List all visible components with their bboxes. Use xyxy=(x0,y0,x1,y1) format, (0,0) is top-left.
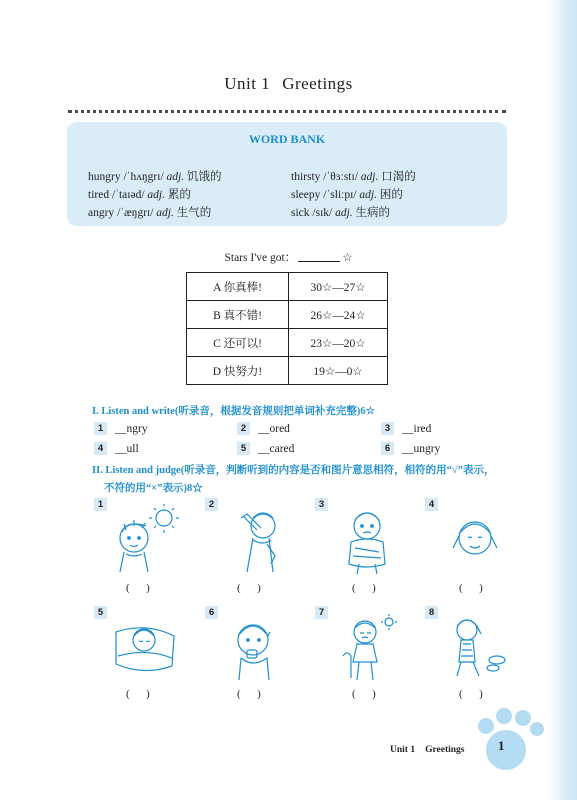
unit-number: Unit 1 xyxy=(224,74,271,93)
happy-girl-icon xyxy=(443,504,513,576)
word-entry-sleepy: sleepy /ˈsliːpɪ/ adj. 困的 xyxy=(291,189,403,201)
picture-1: 1 xyxy=(94,498,190,578)
page-footer xyxy=(390,745,464,755)
picture-3: 3 xyxy=(315,498,411,578)
picture-8: 8 xyxy=(425,606,521,686)
paw-toe-icon xyxy=(515,710,531,726)
picture-5: 5 xyxy=(94,606,190,686)
blank-item-6[interactable]: 6 __ungry xyxy=(381,442,440,455)
cold-child-icon xyxy=(333,504,403,576)
word-entry-thirsty: thirsty /ˈθɜːstɪ/ adj. 口渴的 xyxy=(291,171,416,183)
stars-counter xyxy=(0,249,577,265)
picture-2: 2 xyxy=(205,498,301,578)
page-title xyxy=(0,74,577,94)
grade-table xyxy=(186,272,388,385)
drinking-child-icon xyxy=(223,504,293,576)
section2-heading-cont: 不符的用“×”表示)8☆ xyxy=(104,483,203,494)
footer-unit: Unit 1 xyxy=(390,745,416,755)
sleeping-child-icon xyxy=(112,612,182,684)
table-row: C 还可以! 23☆—20☆ xyxy=(187,329,388,357)
table-row: A 你真棒! 30☆—27☆ xyxy=(187,273,388,301)
answer-blank-4[interactable]: ( ) xyxy=(459,582,483,594)
tired-child-icon xyxy=(333,612,403,684)
word-entry-angry: angry /ˈæŋgrɪ/ adj. 生气的 xyxy=(88,207,212,219)
picture-4: 4 xyxy=(425,498,521,578)
picture-6: 6 xyxy=(205,606,301,686)
unit-name: Greetings xyxy=(282,74,353,93)
answer-blank-7[interactable]: ( ) xyxy=(352,688,376,700)
answer-blank-6[interactable]: ( ) xyxy=(237,688,261,700)
paw-pad-icon xyxy=(486,730,526,770)
picture-7: 7 xyxy=(315,606,411,686)
stars-label: Stars I've got： xyxy=(224,252,297,264)
page-edge-band xyxy=(547,0,577,800)
blank-item-2[interactable]: 2 __ored xyxy=(237,422,290,435)
stars-blank[interactable] xyxy=(298,261,340,262)
section2-heading: II. Listen and judge(听录音，判断听到的内容是否和图片意思相符，相符的用“√”表示， xyxy=(92,465,495,476)
table-row: D 快努力! 19☆—0☆ xyxy=(187,357,388,385)
answer-blank-2[interactable]: ( ) xyxy=(237,582,261,594)
paw-toe-icon xyxy=(496,708,512,724)
hot-sun-child-icon xyxy=(112,504,182,576)
girl-toys-icon xyxy=(443,612,513,684)
blank-item-5[interactable]: 5 __cared xyxy=(237,442,294,455)
answer-blank-8[interactable]: ( ) xyxy=(459,688,483,700)
answer-blank-5[interactable]: ( ) xyxy=(126,688,150,700)
star-icon: ☆ xyxy=(342,252,353,264)
answer-blank-1[interactable]: ( ) xyxy=(126,582,150,594)
section1-heading: I. Listen and write(听录音，根据发音规则把单词补充完整)6☆ xyxy=(92,406,375,417)
word-entry-hungry: hungry /ˈhʌŋgrɪ/ adj. 饥饿的 xyxy=(88,171,222,183)
eating-boy-icon xyxy=(223,612,293,684)
word-bank-title: WORD BANK xyxy=(248,132,326,146)
page-number: 1 xyxy=(498,738,505,753)
word-entry-tired: tired /ˈtaɪəd/ adj. 累的 xyxy=(88,189,191,201)
blank-item-4[interactable]: 4 __ull xyxy=(94,442,139,455)
table-row: B 真不错! 26☆—24☆ xyxy=(187,301,388,329)
word-bank-panel xyxy=(67,122,507,226)
blank-item-1[interactable]: 1 __ngry xyxy=(94,422,148,435)
blank-item-3[interactable]: 3 __ired xyxy=(381,422,431,435)
dotted-divider xyxy=(68,110,506,113)
word-entry-sick: sick /sɪk/ adj. 生病的 xyxy=(291,207,391,219)
answer-blank-3[interactable]: ( ) xyxy=(352,582,376,594)
footer-title: Greetings xyxy=(425,745,465,755)
paw-toe-icon xyxy=(530,722,544,736)
paw-toe-icon xyxy=(478,718,494,734)
